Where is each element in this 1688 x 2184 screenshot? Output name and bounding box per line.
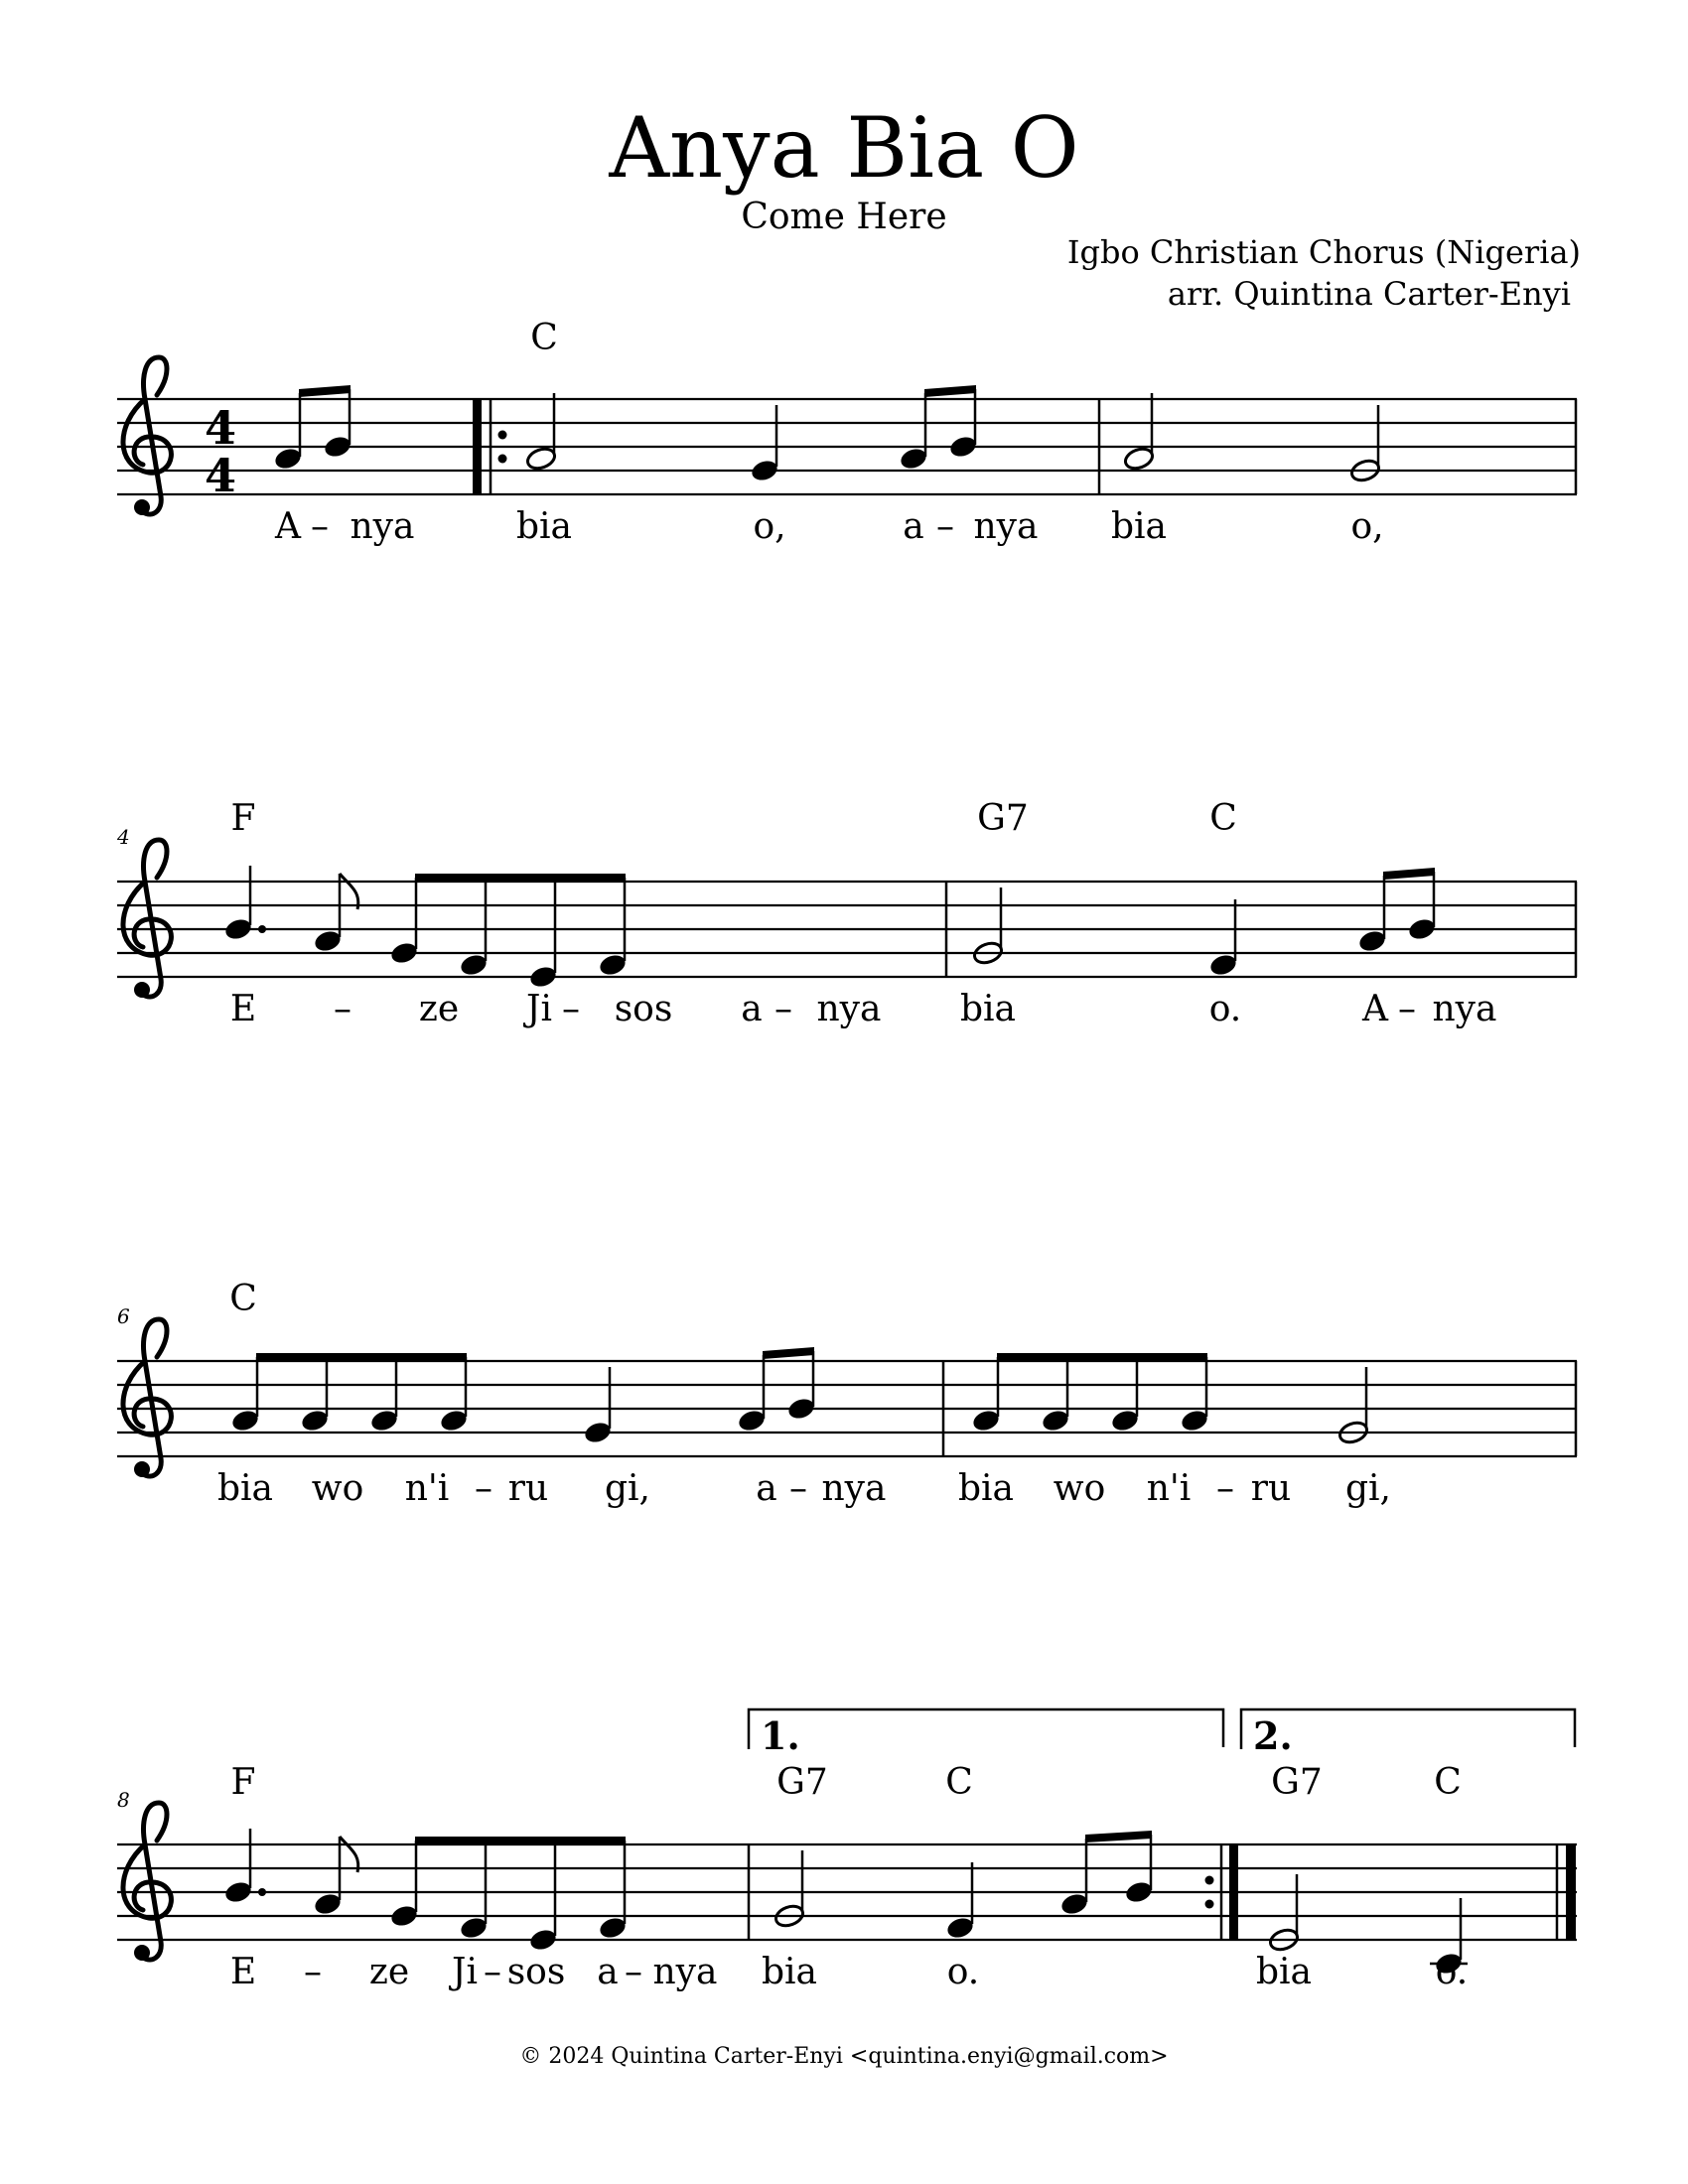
chord-symbol: F <box>230 1762 256 1803</box>
lyric-syllable: A <box>1362 989 1388 1029</box>
measure-8-notes <box>223 1829 629 1953</box>
lyric-syllable: sos <box>506 1952 566 1992</box>
lyric-syllable: ze <box>418 989 460 1029</box>
composer-credit: Igbo Christian Chorus (Nigeria) <box>1066 233 1581 271</box>
lyric-syllable: sos <box>614 989 673 1029</box>
lyric-syllable: E <box>229 1952 257 1992</box>
lyric-syllable: o. <box>1208 989 1242 1029</box>
lyric-syllable: Ji <box>526 989 552 1029</box>
lyric-hyphen: – <box>625 1952 642 1992</box>
volta-label: 2. <box>1253 1713 1293 1758</box>
lyric-syllable: gi, <box>1344 1468 1392 1509</box>
staff-system-1 <box>117 318 1577 547</box>
chord-symbol: G7 <box>977 798 1029 839</box>
song-subtitle: Come Here <box>741 197 947 237</box>
chord-symbol: C <box>1209 798 1237 839</box>
lyric-hyphen: – <box>774 989 792 1029</box>
lyric-syllable: a <box>903 506 924 547</box>
volta-label: 1. <box>761 1713 800 1758</box>
lyrics-line-4 <box>230 1952 1468 1992</box>
lyric-syllable: nya <box>816 989 882 1029</box>
lyric-syllable: Ji <box>452 1952 478 1992</box>
chord-symbol: C <box>530 318 558 358</box>
lyric-syllable: bia <box>959 989 1017 1029</box>
lyric-syllable: a <box>597 1952 619 1992</box>
lyric-syllable: nya <box>821 1468 887 1509</box>
lyric-syllable: wo <box>1053 1468 1106 1509</box>
treble-clef-icon <box>123 840 171 998</box>
lyric-syllable: n'i <box>404 1468 450 1509</box>
treble-clef-icon <box>123 357 171 515</box>
lyric-syllable: o, <box>1350 506 1384 547</box>
lyric-syllable: bia <box>216 1468 274 1509</box>
measure-5-notes <box>972 868 1438 978</box>
lyrics-line-1 <box>274 506 1384 547</box>
measure-number: 4 <box>117 825 130 849</box>
lyric-hyphen: – <box>789 1468 807 1509</box>
chord-symbol: F <box>230 798 256 839</box>
lyric-syllable: a <box>741 989 763 1029</box>
staff-system-4 <box>117 1709 1577 1992</box>
lyric-hyphen: – <box>1216 1468 1234 1509</box>
lyric-syllable: ru <box>507 1468 549 1509</box>
lyric-syllable: nya <box>1432 989 1497 1029</box>
lyric-hyphen: – <box>562 989 580 1029</box>
lyric-syllable: ru <box>1250 1468 1292 1509</box>
lyric-syllable: wo <box>311 1468 364 1509</box>
chord-symbol: C <box>1434 1762 1462 1803</box>
lyric-hyphen: – <box>311 506 329 547</box>
treble-clef-icon <box>123 1803 171 1961</box>
staff-system-3 <box>117 1279 1577 1509</box>
staff-system-2 <box>116 798 1577 1029</box>
time-sig-denominator: 4 <box>204 449 237 502</box>
lyric-syllable: a <box>756 1468 777 1509</box>
chord-symbol: C <box>945 1762 973 1803</box>
lyric-hyphen: – <box>304 1952 322 1992</box>
lyric-hyphen: – <box>475 1468 492 1509</box>
volta-1 <box>749 1709 1223 1758</box>
lyric-syllable: o. <box>1435 1952 1469 1992</box>
chord-symbol: G7 <box>776 1762 828 1803</box>
lyric-hyphen: – <box>1398 989 1416 1029</box>
lyric-syllable: ze <box>368 1952 410 1992</box>
copyright-footer: © 2024 Quintina Carter-Enyi <quintina.enyi@gmail.com> <box>519 2044 1169 2069</box>
lyrics-line-2 <box>230 989 1497 1029</box>
lyric-syllable: bia <box>1110 506 1168 547</box>
treble-clef-icon <box>123 1319 171 1477</box>
lyric-hyphen: – <box>484 1952 501 1992</box>
lyric-syllable: o. <box>946 1952 980 1992</box>
lyric-hyphen: – <box>334 989 352 1029</box>
lyric-syllable: bia <box>957 1468 1015 1509</box>
measure-number: 8 <box>117 1788 130 1812</box>
lyric-syllable: o, <box>753 506 786 547</box>
measure-4-notes <box>223 866 629 990</box>
volta-2 <box>1241 1709 1575 1758</box>
chord-symbol: G7 <box>1271 1762 1323 1803</box>
lyric-syllable: nya <box>973 506 1039 547</box>
time-sig-numerator: 4 <box>204 401 237 455</box>
song-title: Anya Bia O <box>609 99 1079 197</box>
measure-9-first-ending <box>774 1831 1155 1941</box>
lyric-syllable: nya <box>350 506 415 547</box>
chord-symbol: C <box>229 1279 257 1319</box>
measure-number: 6 <box>117 1304 130 1328</box>
lyric-syllable: A <box>275 506 301 547</box>
lyrics-line-3 <box>217 1468 1391 1509</box>
lyric-syllable: gi, <box>604 1468 651 1509</box>
lyric-syllable: nya <box>652 1952 718 1992</box>
lyric-syllable: E <box>229 989 257 1029</box>
lyric-syllable: bia <box>761 1952 818 1992</box>
lyric-syllable: bia <box>515 506 573 547</box>
lyric-syllable: bia <box>1255 1952 1313 1992</box>
arranger-credit: arr. Quintina Carter-Enyi <box>1167 275 1571 313</box>
lyric-hyphen: – <box>936 506 954 547</box>
lyric-syllable: n'i <box>1146 1468 1192 1509</box>
